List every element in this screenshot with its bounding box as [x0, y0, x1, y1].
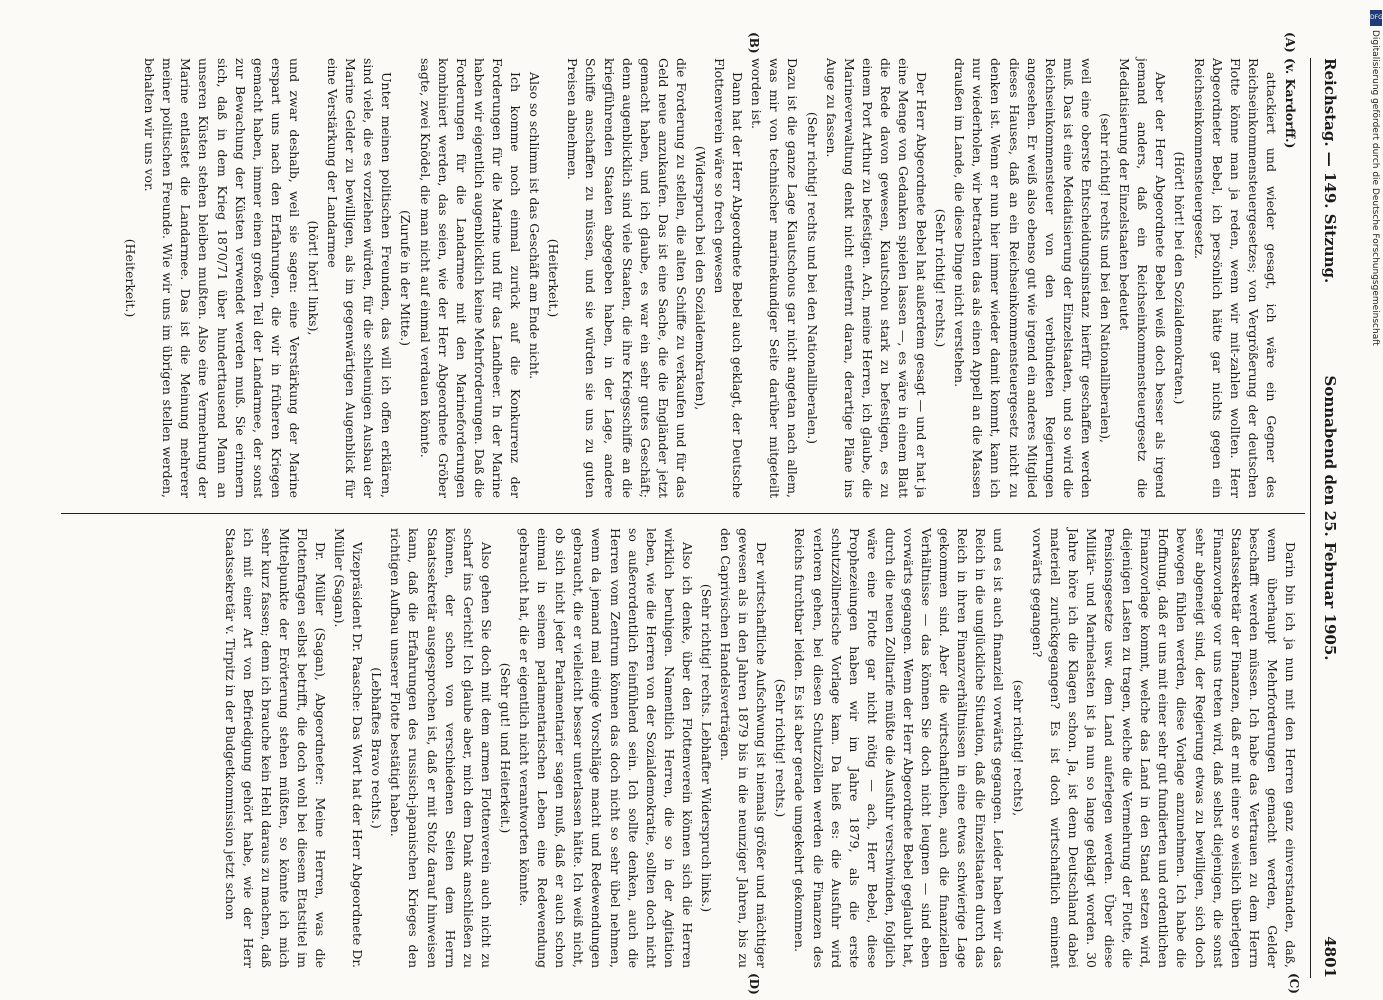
- interjection: (Hört! hört! bei den Sozialdemokraten.): [1172, 151, 1188, 405]
- left-column: [55, 58, 1299, 498]
- margin-mark-c: (C): [1287, 973, 1301, 994]
- margin-mark-b: (B): [747, 32, 761, 54]
- interjection: (Heiterkeit.): [123, 238, 139, 318]
- paragraph: Unter meinen politischen Freunden, das will ich offen erklären, sind viele, die es vorziehen würden, für die schleunigen Ausbau der Marine Gelder zu bewilligen, als im gegenwärtigen Augenblick für eine Verstärkung der Landarmee: [325, 58, 395, 498]
- interjection: (Sehr richtig! rechts und bei den Nationalliberalen.): [804, 111, 820, 445]
- interjection: (Sehr richtig! rechts.): [933, 208, 949, 348]
- paragraph: Darin bin ich ja nun mit den Herren ganz einverstanden, daß, wenn überhaupt Mehrforderungen gemacht werden, Gelder beschafft werden müssen. Ich habe das Vertrauen zu dem Herrn Staatssekretär der Finanzen, daß er mit einer so weislich überlegten Finanzvorlage vor uns treten wird, daß selbst diejenigen, die sonst sehr abgeneigt sind, der Regierung etwas zu bewilligen, sich doch bewogen fühlen werden, diese Vorlage anzunehmen. Ich habe die Hoffnung, daß er uns mit einer sehr gut fundierten und ordentlichen Finanzvorlage kommt, welche das Land in den Stand setzen wird, diejenigen Lasten zu tragen, welche die Vermehrung der Flotte, die Pensionsgesetze usw. dem Land auferlegen werden. Über diese Militär- und Marinelasten ist ja nun so lange geklagt worden. 30 Jahre höre ich die Klagen schon. Ja, ist denn Deutschland dabei materiell zurückgegangen? Es ist doch wirtschaftlich eminent vorwärts gegangen?: [1029, 528, 1298, 968]
- paragraph: Aber der Herr Abgeordnete Bebel weiß doch besser als irgend jemand anders, daß ein Reichseinkommensteuergesetz die Mediatisierung der Einzelstaaten bedeutet: [1117, 58, 1169, 498]
- digitization-credit: Digitalisierung gefördert durch die Deutsche Forschungsgemeinschaft: [1370, 30, 1380, 346]
- interjection: (Zurufe in der Mitte.): [398, 209, 414, 347]
- margin-mark-a: (A): [1283, 32, 1297, 53]
- paragraph: Also gehen Sie doch mit dem armen Flottenverein auch nicht zu scharf ins Gericht! Ich glaube aber, mich dem Dank anschließen zu können, der schon von verschiedenen Seiten dem Herrn Staatssekretär ausgesprochen ist, daß er mit Stolz darauf hinweisen kann, daß die Erfahrungen des russisch-japanischen Krieges den richtigen Aufbau unserer Flotte bestätigt haben.: [388, 528, 494, 968]
- newspaper-page: [55, 32, 1345, 995]
- speaker-paragraph: Dr. Müller (Sagan), Abgeordneter: Meine Herren, was die Flottenfragen selbst betrifft, die doch wohl bei diesem Etatstitel im Mittelpunkte der Erörterung stehen müßten, so könnte ich mich sehr kurz fassen; denn ich brauche kein Hehl daraus zu machen, daß ich mit einer Art von Befriedigung gehört habe, wie der Herr Staatssekretär v. Tirpitz in der Budgetkommission jetzt schon: [222, 528, 329, 968]
- paragraph: und es ist auch finanziell vorwärts gegangen. Leider haben wir das Reich in die unglückliche Situation, daß die Einzelstaaten durch das Reich in ihren Finanzverhältnissen in eine etwas schwierige Lage gekommen sind. Aber die wirtschaftlichen, auch die finanziellen Verhältnisse — das können Sie doch nicht leugnen — sind eben vorwärts gegangen. Wenn der Herr Abgeordnete Bebel geglaubt hat, durch die neuen Zolltarife müßte die Ausfuhr verschwinden, folglich wäre eine Flotte gar nicht nötig — ach, Herr Bebel, diese Prophezeiungen haben wir im Jahre 1879, als die erste schutzzöllnerische Vorlage kam. Da hieß es: die Ausfuhr wird verloren gehen, bei diesen Schutzzöllen werden die Finanzen des Reichs furchtbar leiden. Es ist aber gerade umgekehrt gekommen.: [792, 528, 1007, 968]
- paragraph: und zwar deshalb, weil sie sagen: eine Verstärkung der Marine erspart uns nach den Erfahrungen, die wir in früheren Kriegen gemacht haben, immer einen großen Teil der Landarmee, der sonst zur Bewachung der Küsten verwendet werden muß. Sie erinnern sich, daß in dem Krieg 1870/71 über hunderttausend Mann an unseren Küsten stehen bleiben mußten. Also eine Vermehrung der Marine entlastet die Landarmee. Das ist die Meinung mehrerer meiner politischen Freunde. Wie wir uns im übrigen stellen werden, behalten wir uns vor.: [142, 58, 302, 498]
- paragraph: Der wirtschaftliche Aufschwung ist niemals größer und mächtiger gewesen als in den Jahren 1879 bis in die neunziger Jahren, bis zu den Caprivischen Handelsverträgen.: [718, 528, 770, 968]
- header-rule: [1310, 58, 1311, 978]
- dfg-logo: DFG: [1370, 10, 1382, 26]
- interjection: (hört! hört! links),: [306, 220, 322, 336]
- right-column: [55, 528, 1299, 968]
- paragraph: attackiert und wieder gesagt, ich wäre ein Gegner des Reichseinkommensteuergesetzes; von Vergrößerung der deutschen Flotte könne man ja reden, wenn wir mit-zahlen wollten. Herr Abgeordneter Bebel, ich persönlich hätte gar nichts gegen ein Reichseinkommensteuergesetz.: [1191, 58, 1279, 498]
- paragraph: weil eine oberste Entscheidungsinstanz hierfür geschaffen werden muß. Das ist eine Mediatisierung der Einzelstaaten, und so wird die Reichseinkommensteuer von den verbündeten Regierungen angesehen. Er weiß also ebenso gut wie irgend ein anderes Mitglied dieses Hauses, daß an ein Reichseinkommensteuergesetz nicht zu denken ist. Wenn er nun hier immer wieder damit kommt, kann ich nur wiederholen, wir betrachten das als einen Appell an die Massen draußen im Lande, die diese Dinge nicht verstehen.: [952, 58, 1094, 498]
- paragraph: Dazu ist die ganze Lage Kiautschous gar nicht angetan nach allem, was mir von technischer marinekundiger Seite darüber mitgeteilt worden ist.: [749, 58, 801, 498]
- interjection: (sehr richtig! rechts und bei den Nationalliberalen),: [1098, 113, 1114, 443]
- column-divider: [61, 513, 1305, 514]
- header-left: Reichstag. — 149. Sitzung.: [1321, 58, 1339, 284]
- interjection: (Sehr richtig! rechts. Lebhafter Widerspruch links.): [699, 583, 714, 913]
- margin-mark-d: (D): [747, 973, 761, 995]
- header-center: Sonnabend den 25. Februar 1905.: [1321, 375, 1339, 661]
- paragraph: Also so schlimm ist das Geschäft am Ende nicht.: [527, 72, 543, 380]
- speaker-label: (v. Kardorff.): [1283, 58, 1298, 149]
- paragraph: Ich komme noch einmal zurück auf die Konkurrenz der Forderungen für die Marine und für das Landheer. In der Marine haben wir eigentlich augenblicklich keine Mehrforderungen. Daß die Forderungen für die Landarmee mit den Marineforderungen kombiniert werden, das seien, wie der Herr Abgeordnete Gröber sagte, zwei Knödel, die man nicht auf einmal verdauen könnte.: [417, 58, 524, 498]
- interjection: (Lebhaftes Bravo rechts.): [369, 667, 385, 829]
- paragraph: Dann hat der Herr Abgeordnete Bebel auch geklagt, der Deutsche Flottenverein wäre so frech gewesen: [712, 58, 746, 498]
- interjection: (Sehr richtig! rechts.): [773, 678, 789, 818]
- interjection: (sehr richtig! rechts),: [1010, 679, 1026, 817]
- header-page-number: 4801: [1321, 936, 1339, 978]
- interjection: (Heiterkeit.): [546, 238, 562, 318]
- interjection: (Widerspruch bei den Sozialdemokraten),: [693, 145, 708, 411]
- interjection: (Sehr gut! und Heiterkeit.): [497, 662, 513, 834]
- speaker-paragraph: Vizepräsident Dr. Paasche: Das Wort hat der Herr Abgeordnete Dr. Müller (Sagan).: [332, 528, 366, 968]
- paragraph: die Forderung zu stellen, die alten Schiffe zu verkaufen und für das Geld neue anzukaufen. Das ist eine Sache, die die Engländer jetzt gemacht haben, und ich glaube, es war ein sehr gutes Geschäft; denn augenblicklich sind viele Staaten, die ihre Kriegsschiffe an die kriegführenden Staaten abgegeben haben, in der Lage, andere Schiffe anschaffen zu müssen, und sie würden sie uns zu guten Preisen abnehmen.: [565, 58, 689, 498]
- page-header: [1309, 58, 1345, 978]
- paragraph: Der Herr Abgeordnete Bebel hat außerdem gesagt — und er hat ja eine Menge von Gedanken spielen lassen —, es wäre in einem Blatt die Rede davon gewesen, Kiautschou stark zu befestigen, es zu einem Port Arthur zu befestigen. Ach, meine Herren, ich glaube, die Marineverwaltung denkt nicht entfernt daran, derartige Pläne ins Auge zu fassen.: [823, 58, 930, 498]
- paragraph: Also ich denke, über den Flottenverein können sich die Herren wirklich beruhigen. Namentlich Herren, die so in der Agitation leben, wie die Herren von der Sozialdemokratie, sollten doch nicht so außerordentlich feinfühlend sein. Ich sollte denken, auch die Herren vom Zentrum können das doch nicht so sehr übel nehmen, wenn da jemand mal einige Vorschläge macht und Redewendungen gebraucht, die er vielleicht besser unterlassen hätte. Ich weiß nicht, ob sich nicht jeder Parlamentarier sagen muß, daß er auch schon einmal in seinem parlamentarischen Leben eine Redewendung gebraucht hat, die er eigentlich nicht verantworten könnte.: [517, 528, 695, 968]
